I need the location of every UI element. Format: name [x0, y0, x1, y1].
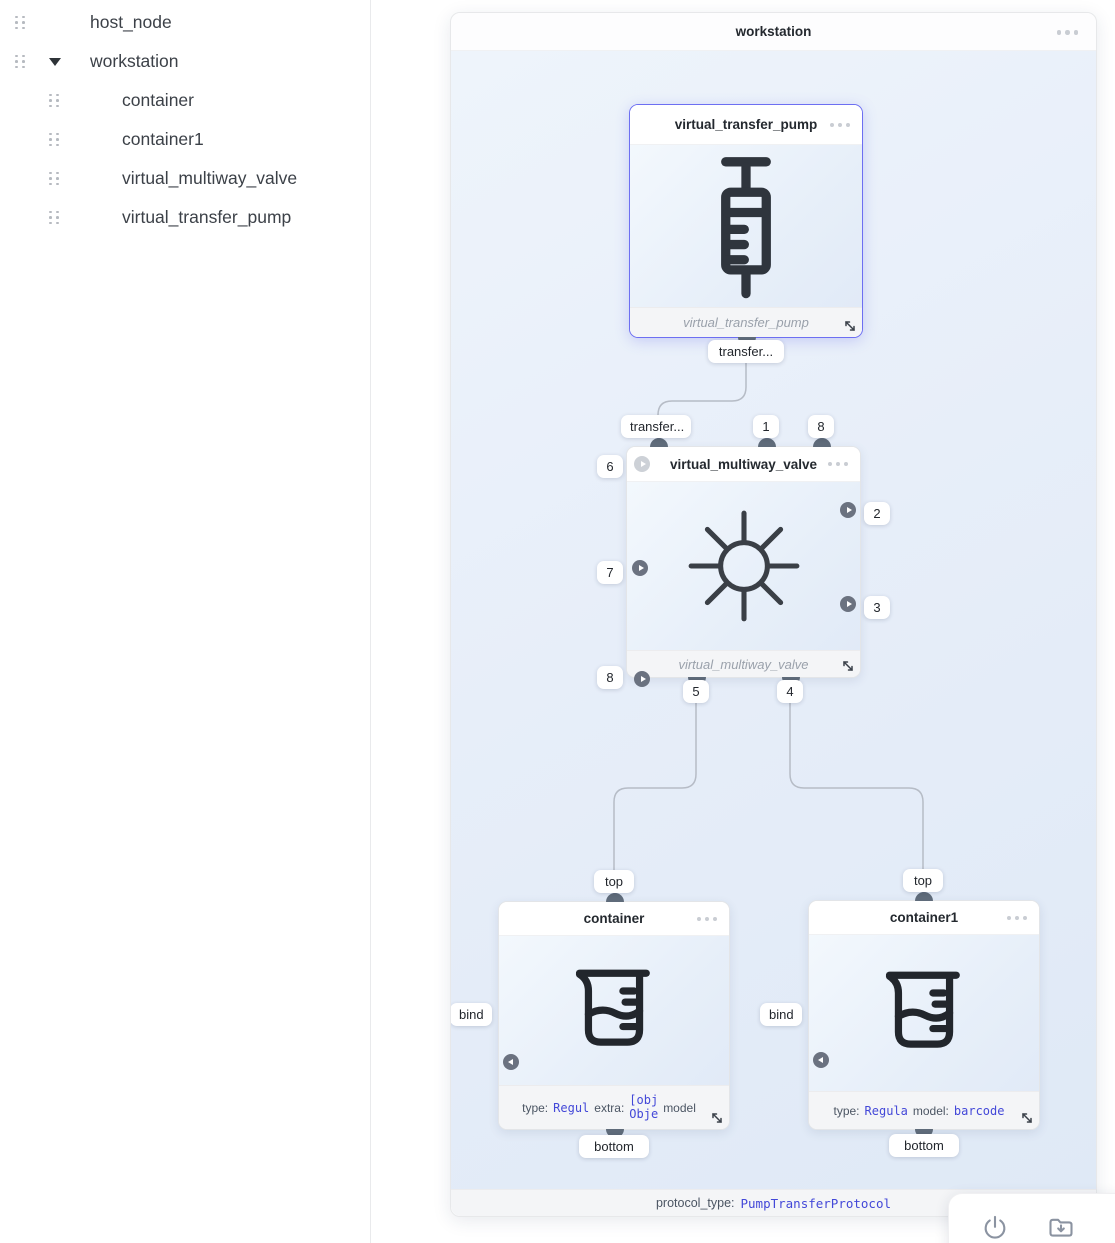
port-2-icon[interactable] [840, 502, 856, 518]
node-virtual-transfer-pump[interactable] [629, 104, 863, 338]
node-body [809, 935, 1039, 1091]
node-body [630, 145, 862, 307]
node-header[interactable] [630, 105, 862, 145]
port-label-8: 8 [808, 415, 834, 438]
resize-icon[interactable] [841, 659, 855, 673]
workstation-header[interactable] [451, 13, 1096, 51]
sidebar-item-host-node[interactable] [0, 3, 370, 42]
sidebar-item-container[interactable] [0, 81, 370, 120]
drag-handle-icon[interactable] [48, 171, 60, 187]
node-footer [499, 1085, 729, 1129]
ellipsis-menu-icon[interactable] [828, 462, 848, 466]
port-bind-icon[interactable] [813, 1052, 829, 1068]
field-type-label: type: [833, 1103, 860, 1118]
field-type-value: Regul [553, 1100, 590, 1115]
field-extra-value-line1: [obj [629, 1093, 659, 1107]
node-header[interactable] [809, 901, 1039, 935]
tree-item-label: virtual_transfer_pump [122, 207, 292, 227]
syringe-icon [694, 150, 798, 302]
port-6-icon[interactable] [634, 456, 650, 472]
workstation-group-panel[interactable] [450, 12, 1097, 1217]
node-name-label: virtual_multiway_valve [678, 656, 809, 672]
port-label-4: 4 [777, 680, 803, 703]
node-container[interactable] [498, 901, 730, 1130]
protocol-type-value: PumpTransferProtocol [740, 1195, 892, 1211]
field-extra-label: extra: [594, 1100, 625, 1115]
port-label-top: top [903, 869, 943, 892]
port-label-6: 6 [597, 455, 623, 478]
port-label-3: 3 [864, 596, 890, 619]
node-footer [809, 1091, 1039, 1129]
valve-sun-icon [683, 505, 805, 627]
port-top[interactable] [915, 892, 933, 901]
workstation-title: workstation [735, 24, 812, 39]
port-label-2: 2 [864, 502, 890, 525]
node-container1[interactable] [808, 900, 1040, 1130]
sidebar-item-virtual-multiway-valve[interactable] [0, 159, 370, 198]
node-name-label: virtual_transfer_pump [683, 315, 809, 330]
field-type-value: Regula [864, 1103, 908, 1118]
node-title: virtual_transfer_pump [674, 117, 818, 132]
node-body [499, 936, 729, 1085]
node-footer [630, 307, 862, 337]
beaker-icon [874, 958, 974, 1068]
port-top-8[interactable] [813, 438, 831, 447]
tree-item-label: container1 [122, 129, 204, 149]
node-tree-sidebar [0, 0, 371, 1243]
field-extra-value-line2: Obje [629, 1106, 659, 1121]
sidebar-item-workstation[interactable] [0, 42, 370, 81]
resize-icon[interactable] [710, 1111, 724, 1125]
field-model-label: model [663, 1100, 696, 1115]
port-label-5: 5 [683, 680, 709, 703]
resize-icon[interactable] [843, 319, 857, 333]
tree-item-label: workstation [90, 51, 179, 71]
node-title: virtual_multiway_valve [669, 456, 818, 472]
port-7-icon[interactable] [632, 560, 648, 576]
sidebar-item-virtual-transfer-pump[interactable] [0, 198, 370, 237]
port-label-7: 7 [597, 561, 623, 584]
field-model-value: barcode [953, 1103, 1005, 1118]
port-top-transfer[interactable] [650, 438, 668, 447]
node-title: container [583, 911, 645, 926]
port-label-bind: bind [451, 1003, 492, 1026]
protocol-type-label: protocol_type: [655, 1196, 735, 1210]
drag-handle-icon[interactable] [48, 93, 60, 109]
port-label-top: top [594, 870, 634, 893]
port-3-icon[interactable] [840, 596, 856, 612]
node-body [627, 482, 860, 650]
port-label-bottom: bottom [889, 1134, 959, 1157]
power-icon[interactable] [981, 1214, 1009, 1242]
tree-item-label: host_node [90, 12, 172, 32]
port-label-bottom: bottom [579, 1135, 649, 1158]
ellipsis-menu-icon[interactable] [697, 917, 717, 921]
port-label-transfer: transfer... [708, 340, 784, 363]
folder-download-icon[interactable] [1047, 1214, 1075, 1242]
port-8-icon[interactable] [634, 671, 650, 687]
port-bind-icon[interactable] [503, 1054, 519, 1070]
drag-handle-icon[interactable] [14, 54, 26, 70]
tree-item-label: container [122, 90, 194, 110]
port-top[interactable] [606, 893, 624, 902]
port-label-bind: bind [760, 1003, 802, 1026]
flow-canvas[interactable] [451, 51, 1096, 1189]
node-header[interactable] [627, 447, 860, 482]
node-header[interactable] [499, 902, 729, 936]
field-model-label: model: [912, 1103, 949, 1118]
port-label-1: 1 [753, 415, 779, 438]
drag-handle-icon[interactable] [48, 132, 60, 148]
port-label-8-left: 8 [597, 666, 623, 689]
beaker-icon [564, 956, 664, 1066]
field-list [809, 1104, 1039, 1118]
drag-handle-icon[interactable] [14, 15, 26, 31]
drag-handle-icon[interactable] [48, 210, 60, 226]
port-label-transfer: transfer... [621, 415, 691, 438]
canvas-action-toolbar [948, 1193, 1115, 1243]
ellipsis-menu-icon[interactable] [1057, 30, 1079, 35]
field-list [499, 1094, 729, 1122]
caret-down-icon[interactable] [49, 58, 61, 66]
tree-item-label: virtual_multiway_valve [122, 168, 298, 188]
node-virtual-multiway-valve[interactable] [626, 446, 861, 678]
ellipsis-menu-icon[interactable] [1007, 916, 1027, 920]
port-top-1[interactable] [758, 438, 776, 447]
ellipsis-menu-icon[interactable] [830, 123, 850, 127]
node-title: container1 [889, 910, 959, 925]
node-footer [627, 650, 860, 677]
resize-icon[interactable] [1020, 1111, 1034, 1125]
sidebar-item-container1[interactable] [0, 120, 370, 159]
field-type-label: type: [522, 1100, 549, 1115]
